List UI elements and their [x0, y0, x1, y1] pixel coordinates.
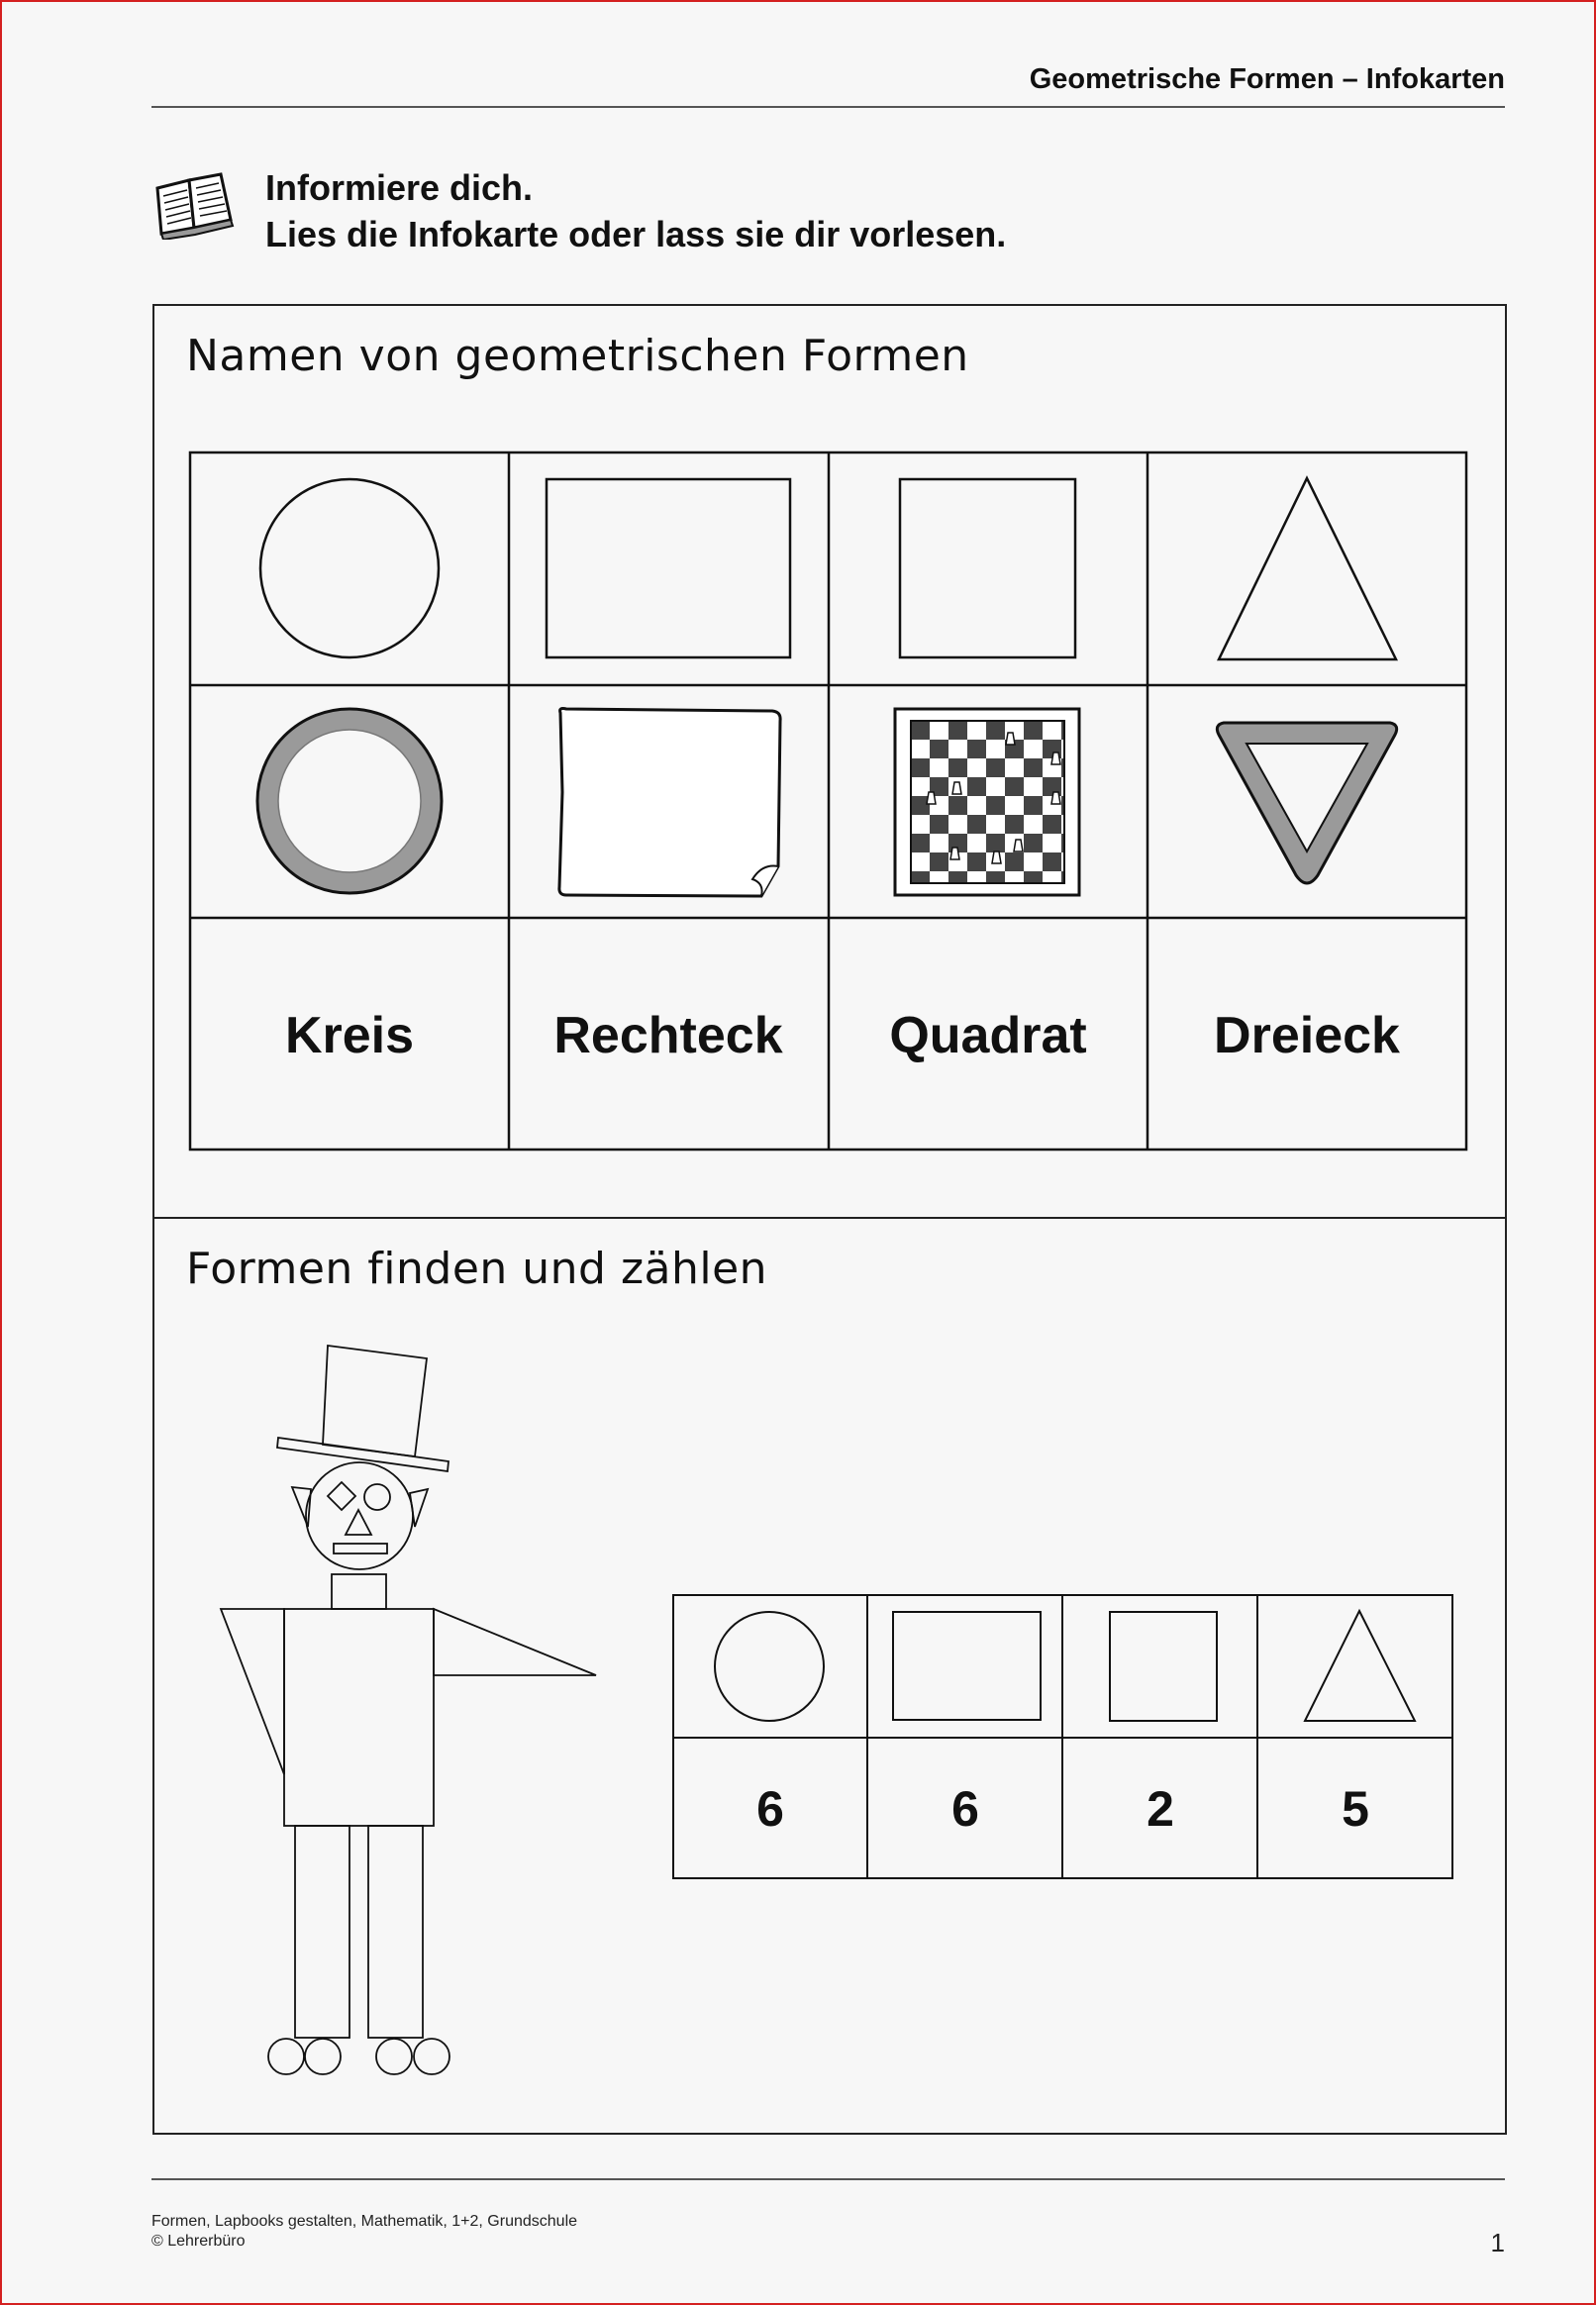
plate-icon	[257, 709, 442, 893]
hat-brim	[277, 1438, 449, 1471]
count-triangle-shape	[1305, 1611, 1415, 1721]
label-dreieck: Dreieck	[1214, 1007, 1400, 1064]
foot	[414, 2039, 449, 2074]
label-quadrat: Quadrat	[889, 1007, 1087, 1064]
footer-source: Formen, Lapbooks gestalten, Mathematik, 1+2, Grundschule	[151, 2213, 578, 2230]
nose-triangle	[346, 1510, 371, 1535]
hat-top	[323, 1346, 427, 1456]
warning-sign-icon	[1217, 723, 1396, 883]
footer-divider	[151, 2178, 1505, 2180]
foot	[305, 2039, 341, 2074]
footer-copyright: © Lehrerbüro	[151, 2233, 246, 2250]
instruction-line-1: Informiere dich.	[265, 167, 534, 208]
rectangle-shape	[547, 479, 790, 657]
count-circle-shape	[715, 1612, 824, 1721]
label-rechteck: Rechteck	[553, 1007, 783, 1064]
left-arm	[221, 1609, 284, 1774]
left-leg	[295, 1826, 349, 2038]
square-shape	[900, 479, 1075, 657]
left-ear	[292, 1487, 311, 1527]
triangle-shape	[1219, 478, 1396, 659]
eye-diamond	[328, 1482, 355, 1510]
right-arm	[434, 1609, 596, 1675]
page-number: 1	[1490, 2228, 1505, 2257]
count-square-shape	[1110, 1612, 1217, 1721]
section-title-names: Namen von geometrischen Formen	[186, 331, 969, 381]
body	[284, 1609, 434, 1826]
count-circle: 6	[756, 1781, 784, 1837]
count-triangle: 5	[1342, 1781, 1369, 1837]
count-rectangle: 6	[951, 1781, 979, 1837]
count-rectangle-shape	[893, 1612, 1041, 1720]
right-leg	[368, 1826, 423, 2038]
footer-text	[151, 2212, 577, 2252]
label-kreis: Kreis	[284, 1007, 415, 1064]
foot	[376, 2039, 412, 2074]
circle-shape	[260, 479, 439, 657]
eye-circle	[364, 1484, 390, 1510]
chessboard-icon	[895, 709, 1079, 895]
header-title: Geometrische Formen – Infokarten	[1029, 63, 1505, 95]
paper-sheet-icon	[559, 709, 780, 897]
neck	[332, 1574, 386, 1609]
foot	[268, 2039, 304, 2074]
section-title-count: Formen finden und zählen	[186, 1244, 768, 1294]
instruction-line-2: Lies die Infokarte oder lass sie dir vorlesen.	[265, 214, 1007, 254]
mouth	[334, 1544, 387, 1553]
count-square: 2	[1147, 1781, 1174, 1837]
shape-figure	[221, 1346, 596, 2074]
